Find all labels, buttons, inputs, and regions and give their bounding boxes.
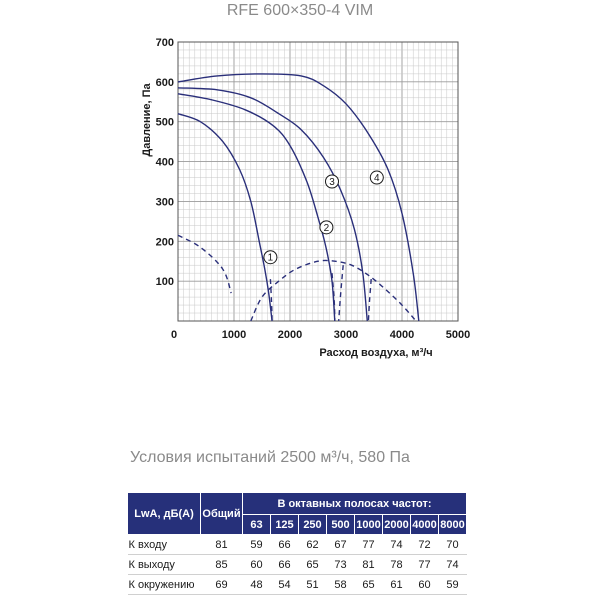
curve-marker-label-2: 2	[323, 222, 330, 234]
efficiency-dashed-line	[339, 265, 344, 321]
x-tick-label: 3000	[333, 329, 359, 341]
band-value: 48	[243, 575, 271, 595]
x-tick-label: 4000	[389, 329, 415, 341]
band-value: 66	[271, 555, 299, 575]
band-value: 51	[299, 575, 327, 595]
chart-axes	[156, 37, 471, 341]
table-body	[128, 535, 467, 595]
curve-marker-label-1: 1	[267, 252, 274, 264]
band-header-1000: 1000	[355, 515, 383, 535]
band-value: 62	[299, 535, 327, 555]
band-header-125: 125	[271, 515, 299, 535]
fan-curve-4	[178, 74, 419, 321]
efficiency-dashed-line	[178, 235, 231, 293]
chart-series	[178, 74, 419, 321]
band-value: 67	[327, 535, 355, 555]
table-row	[128, 555, 467, 575]
band-value: 66	[271, 535, 299, 555]
y-tick-label: 700	[155, 37, 174, 49]
band-value: 60	[243, 555, 271, 575]
band-value: 73	[327, 555, 355, 575]
row-total: 69	[201, 575, 243, 595]
y-tick-label: 600	[155, 76, 174, 89]
x-axis-label: Расход воздуха, м³/ч	[319, 347, 433, 359]
x-tick-label: 0	[170, 329, 178, 341]
row-label: К входу	[128, 535, 201, 555]
band-header-2000: 2000	[383, 515, 411, 535]
y-tick-label: 300	[155, 196, 174, 209]
curve-marker-label-4: 4	[374, 173, 380, 185]
fan-curve-3	[178, 88, 367, 321]
y-tick-label: 400	[155, 156, 174, 169]
chart-grid	[178, 42, 458, 321]
header-total: Общий	[201, 493, 243, 535]
noise-level-table	[127, 492, 467, 595]
header-octave-bands: В октавных полосах частот:	[243, 493, 467, 515]
band-value: 59	[439, 575, 467, 595]
row-total: 81	[201, 535, 243, 555]
row-label: К выходу	[128, 555, 201, 575]
band-value: 58	[327, 575, 355, 595]
y-axis-label: Давление, Па	[141, 83, 153, 157]
band-value: 54	[271, 575, 299, 595]
band-value: 61	[383, 575, 411, 595]
band-value: 74	[383, 535, 411, 555]
y-tick-label: 200	[155, 236, 174, 249]
header-lwa: LwA, дБ(A)	[128, 493, 201, 535]
table-header-row	[128, 493, 467, 515]
x-tick-label: 1000	[221, 329, 247, 341]
x-tick-label: 5000	[445, 329, 471, 341]
table-row	[128, 575, 467, 595]
row-total: 85	[201, 555, 243, 575]
band-header-8000: 8000	[439, 515, 467, 535]
row-label: К окружению	[128, 575, 201, 595]
test-conditions: Условия испытаний 2500 м³/ч, 580 Па	[130, 449, 410, 466]
efficiency-dashed-line	[368, 279, 371, 321]
band-header-4000: 4000	[411, 515, 439, 535]
chart-title: RFE 600×350-4 VIM	[226, 2, 374, 19]
band-value: 65	[299, 555, 327, 575]
band-value: 60	[411, 575, 439, 595]
band-value: 74	[439, 555, 467, 575]
band-value: 77	[411, 555, 439, 575]
band-value: 81	[355, 555, 383, 575]
band-header-63: 63	[243, 515, 271, 535]
band-value: 77	[355, 535, 383, 555]
band-value: 70	[439, 535, 467, 555]
band-value: 59	[243, 535, 271, 555]
band-header-250: 250	[299, 515, 327, 535]
table-row	[128, 535, 467, 555]
y-tick-label: 500	[155, 116, 174, 129]
curve-marker-label-3: 3	[329, 177, 335, 188]
band-value: 72	[411, 535, 439, 555]
y-tick-label: 100	[155, 276, 174, 289]
x-tick-label: 2000	[277, 329, 303, 341]
band-value: 78	[383, 555, 411, 575]
band-header-500: 500	[327, 515, 355, 535]
band-value: 65	[355, 575, 383, 595]
